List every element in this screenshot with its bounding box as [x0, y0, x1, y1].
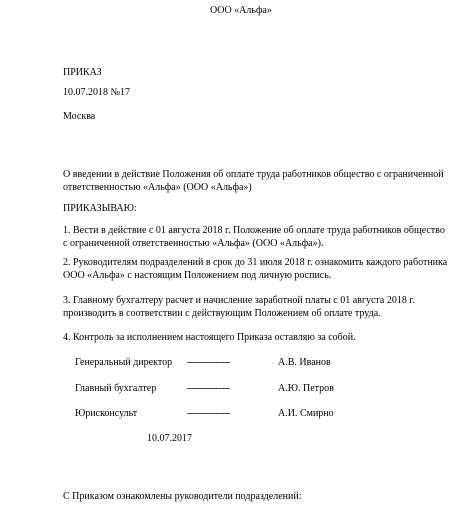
order-item-line: ООО «Альфа» с настоящим Положением под личную роспись. [63, 270, 332, 281]
document-type: ПРИКАЗ [63, 67, 102, 78]
document-subject [63, 168, 473, 194]
signature-line: --------------- [187, 408, 230, 419]
signature-position: Главный бухгалтер [75, 383, 157, 394]
order-item-line: 4. Контроль за исполнением настоящего Приказа оставляю за собой. [63, 332, 356, 343]
document-city: Москва [63, 111, 96, 122]
order-item-line: 2. Руководителям подразделений в срок до 31 июля 2018 г. ознакомить каждого работника [63, 257, 448, 268]
subject-line-1: О введении в действие Положения об оплате труда работников общество с ограниченной [63, 169, 444, 180]
document-date-number: 10.07.2018 №17 [63, 87, 131, 98]
signature-name: А.Ю. Петров [278, 383, 334, 394]
signature-position: Генеральный директор [75, 357, 173, 368]
order-item-line: производить в соответствии с действующим Положением об оплате труда. [63, 308, 381, 319]
order-item-line: 1. Вести в действие с 01 августа 2018 г. Положение об оплате труда работников общество [63, 225, 445, 236]
signature-line: --------------- [187, 383, 230, 394]
order-item-line: с ограниченной ответственностью «Альфа» (ООО «Альфа»). [63, 238, 324, 249]
order-item-1 [63, 224, 473, 250]
order-item-2 [63, 256, 473, 282]
order-item-4 [63, 331, 473, 344]
order-item-line: 3. Главному бухгалтеру расчет и начисление заработной платы с 01 августа 2018 г. [63, 295, 415, 306]
company-name: ООО «Альфа» [210, 5, 272, 16]
order-heading: ПРИКАЗЫВАЮ: [63, 203, 137, 214]
subject-line-2: ответственностью «Альфа» (ООО «Альфа») [63, 182, 252, 193]
acquaintance-note: С Приказом ознакомлены руководители подразделений: [63, 491, 302, 502]
signature-line: --------------- [187, 357, 230, 368]
signature-name: А.В. Иванов [278, 357, 331, 368]
signature-name: А.И. Смирно [278, 408, 334, 419]
signature-date: 10.07.2017 [147, 433, 192, 444]
signature-position: Юрисконсульт [75, 408, 138, 419]
order-item-3 [63, 294, 473, 320]
